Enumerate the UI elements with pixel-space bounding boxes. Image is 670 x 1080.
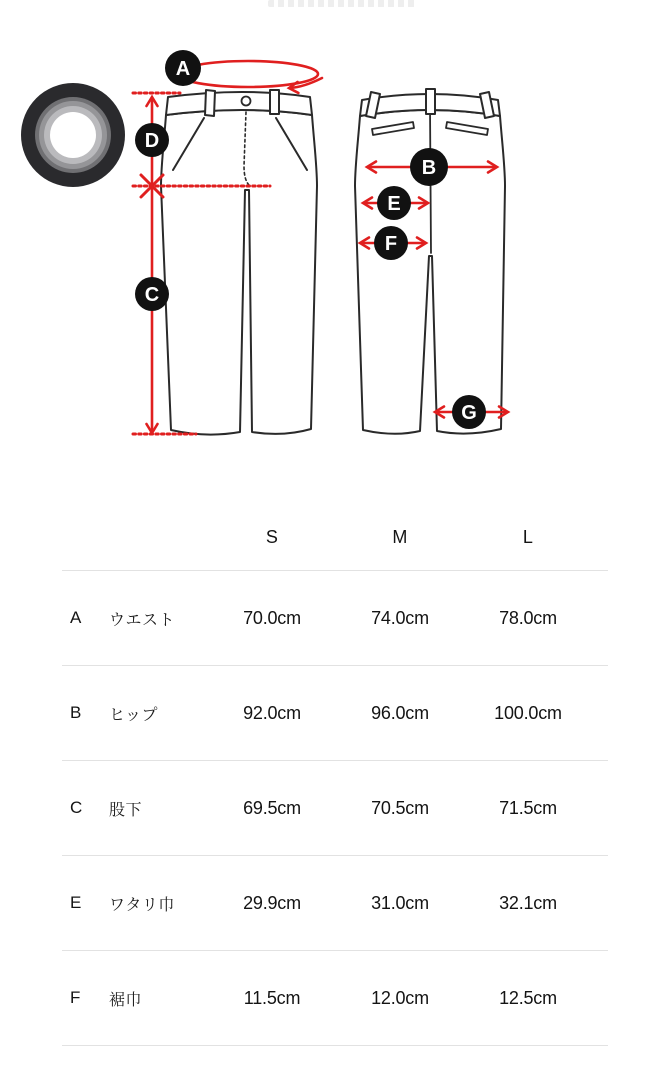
- size-value: 11.5cm: [243, 987, 301, 1008]
- belt-loop: [426, 89, 435, 114]
- size-value: 31.0cm: [371, 892, 429, 913]
- size-value: 74.0cm: [371, 607, 429, 628]
- table-row: [62, 856, 608, 951]
- row-label: 裾巾: [109, 991, 143, 1009]
- size-value: 70.5cm: [371, 797, 429, 818]
- pants-back-view: [355, 89, 505, 434]
- measurement-diagram: [0, 0, 670, 470]
- table-row: [62, 571, 608, 666]
- size-value: 32.1cm: [499, 892, 557, 913]
- row-label: ヒップ: [109, 706, 159, 724]
- tape-roll-icon: [21, 83, 125, 187]
- size-value: 69.5cm: [243, 797, 301, 818]
- table-row: [62, 951, 608, 1046]
- label-d: D: [144, 130, 160, 152]
- pants-front-body: [161, 110, 317, 435]
- size-value: 71.5cm: [499, 797, 557, 818]
- column-header-l: L: [522, 527, 534, 547]
- size-value: 70.0cm: [243, 607, 301, 628]
- belt-loop: [270, 90, 279, 114]
- row-key: B: [70, 703, 82, 722]
- row-key: E: [70, 893, 82, 912]
- size-table: [62, 505, 608, 1046]
- column-header-s: S: [265, 527, 279, 547]
- label-g: G: [461, 402, 477, 424]
- table-row: [62, 761, 608, 856]
- column-header-m: M: [392, 527, 408, 547]
- pants-measurement-illustration: [0, 0, 670, 470]
- size-value: 12.0cm: [371, 987, 429, 1008]
- row-key: A: [70, 608, 82, 627]
- size-value: 96.0cm: [371, 702, 429, 723]
- belt-loop: [205, 90, 215, 116]
- waist-button: [242, 97, 251, 106]
- row-key: F: [70, 988, 81, 1007]
- size-table-header: [62, 505, 608, 571]
- size-value: 29.9cm: [243, 892, 301, 913]
- label-f: F: [384, 233, 398, 255]
- size-value: 12.5cm: [499, 987, 557, 1008]
- row-label: ウエスト: [109, 611, 176, 629]
- row-key: C: [70, 798, 83, 817]
- label-a: A: [175, 58, 191, 80]
- table-row: [62, 666, 608, 761]
- label-c: C: [144, 284, 160, 306]
- pants-front-view: [161, 90, 317, 435]
- size-value: 92.0cm: [243, 702, 301, 723]
- size-value: 100.0cm: [494, 702, 562, 723]
- row-label: 股下: [109, 801, 143, 819]
- label-b: B: [421, 157, 437, 179]
- row-label: ワタリ巾: [109, 896, 175, 914]
- label-e: E: [387, 193, 401, 215]
- size-value: 78.0cm: [499, 607, 557, 628]
